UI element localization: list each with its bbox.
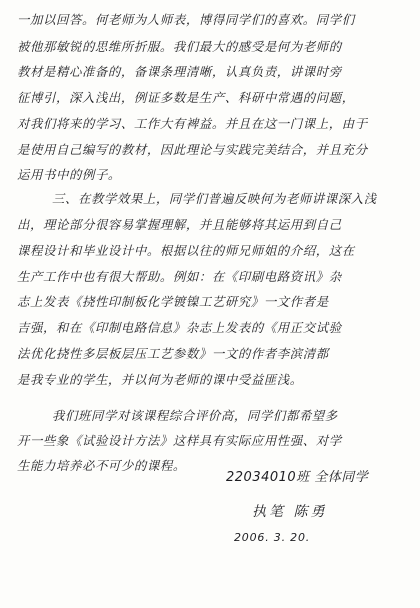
letter-line: 开一些象《试验设计方法》这样具有实际应用性强、对学: [17, 433, 342, 448]
letter-line: 三、在教学效果上，同学们普遍反映何为老师讲课深入浅: [52, 191, 377, 206]
letter-line: 对我们将来的学习、工作大有裨益。并且在这一门课上，由于: [17, 116, 368, 131]
signature-class: 22034010班 全体同学: [226, 470, 369, 485]
signature-author: 执笔 陈勇: [252, 504, 328, 520]
letter-line: 一加以回答。何老师为人师表，博得同学们的喜欢。同学们: [17, 12, 355, 27]
letter-line: 教材是精心准备的，备课条理清晰，认真负责，讲课时旁: [17, 64, 342, 79]
letter-line: 吉强，和在《印制电路信息》杂志上发表的《用正交试验: [17, 320, 342, 335]
letter-line: 法优化挠性多层板层压工艺参数》一文的作者李滨清都: [17, 346, 329, 361]
letter-line: 志上发表《挠性印制板化学镀镍工艺研究》一文作者是: [17, 294, 329, 309]
letter-line: 征博引，深入浅出，例证多数是生产、科研中常遇的问题，: [17, 90, 355, 105]
letter-line: 我们班同学对该课程综合评价高，同学们都希望多: [52, 408, 338, 423]
letter-line: 是我专业的学生，并以何为老师的课中受益匪浅。: [17, 372, 303, 387]
letter-line: 课程设计和毕业设计中。根据以往的师兄师姐的介绍，这在: [17, 243, 355, 258]
letter-line: 是使用自己编写的教材，因此理论与实践完美结合，并且充分: [17, 142, 368, 157]
letter-line: 生能力培养必不可少的课程。: [17, 458, 186, 473]
letter-line: 出，理论部分很容易掌握理解，并且能够将其运用到自己: [17, 217, 342, 232]
letter-line: 生产工作中也有很大帮助。例如：在《印刷电路资讯》杂: [17, 269, 342, 284]
signature-date: 2006. 3. 20.: [234, 531, 311, 544]
letter-line: 运用书中的例子。: [17, 167, 121, 182]
letter-line: 被他那敏锐的思维所折服。我们最大的感受是何为老师的: [17, 39, 342, 54]
